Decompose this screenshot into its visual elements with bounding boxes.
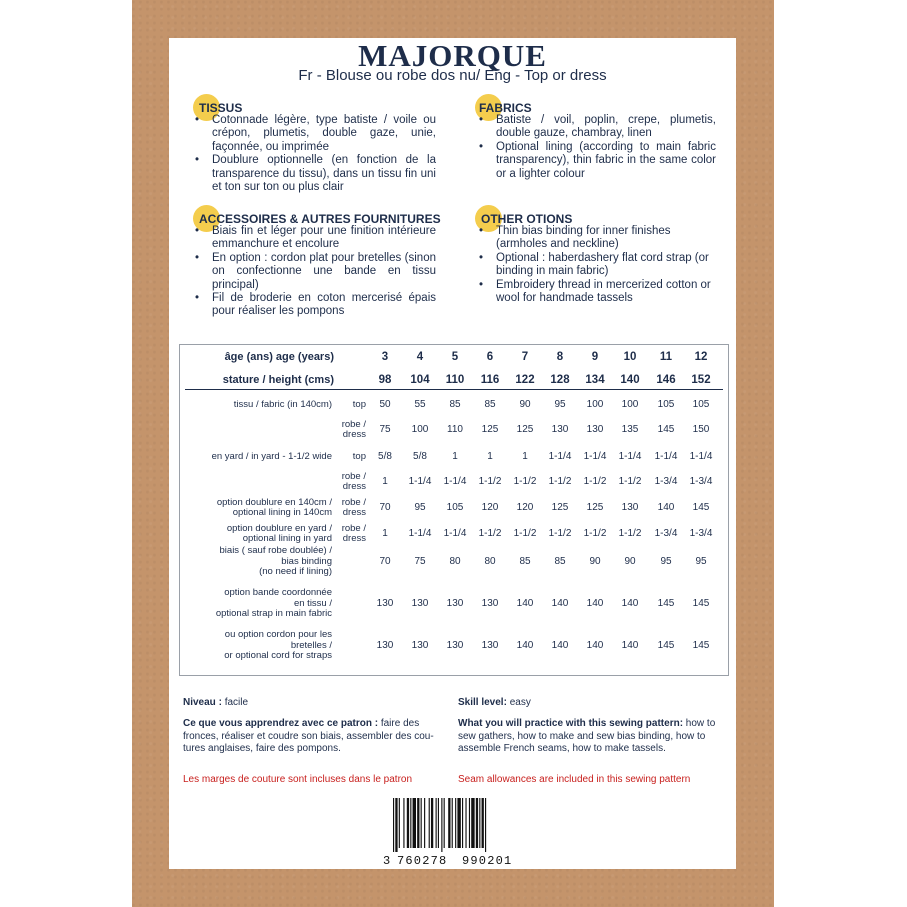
table-cell: 120 [516,502,534,513]
table-cell: 80 [449,556,461,567]
table-cell: 130 [376,598,394,609]
skill-label: Skill level: [458,697,507,708]
table-cell: 1-3/4 [654,528,678,539]
row-label: or optional cord for straps [224,650,332,662]
table-cell: 130 [411,640,429,651]
table-cell: 1-1/4 [654,451,678,462]
table-cell: 140 [586,598,604,609]
niveau-label: Niveau : [183,697,222,708]
row-sub-label: robe / [341,523,366,534]
accessoires-item: • Biais fin et léger pour une finition intérieure emmanchure et encolure [192,225,436,252]
stature-header-cell: 98 [378,374,392,386]
table-cell: 1-3/4 [689,528,713,539]
table-cell: 100 [411,424,429,435]
table-cell: 1-1/2 [478,476,502,487]
barcode-bar [438,798,439,848]
table-cell: 140 [551,640,569,651]
barcode-bar [413,798,416,848]
row-sub-label: dress [342,429,366,440]
table-cell: 1-3/4 [689,476,713,487]
table-cell: 85 [519,556,531,567]
table-cell: 1-3/4 [654,476,678,487]
table-cell: 85 [484,399,496,410]
barcode-bar [469,798,470,848]
row-label: optional strap in main fabric [215,608,332,620]
apprendre-block [183,718,445,756]
practice-text: how to [683,718,716,729]
row-sub-label: robe / [341,419,366,430]
table-cell: 90 [624,556,636,567]
tissus-item: • Doublure optionnelle (en fonction de la transparence du tissu), dans un tissu fin uni et ton sur ton ou plus clair [192,154,436,194]
barcode-bar [471,798,474,848]
age-header-cell: 4 [416,351,424,363]
table-cell: 1-1/2 [548,528,572,539]
table-cell: 1-1/2 [583,528,607,539]
pattern-subtitle: Fr - Blouse ou robe dos nu/ Eng - Top or dress [298,67,607,84]
stature-header-cell: 140 [620,374,640,386]
row-sub-label: robe / [341,497,366,508]
accessoires-list [192,225,436,319]
accessoires-heading: ACCESSOIRES & AUTRES FOURNITURES [199,212,441,226]
tissus-item: • Cotonnade légère, type batiste / voile ou crépon, plumetis, double gaze, unie, façonnée, ou imprimée [192,114,436,154]
table-cell: 145 [657,424,675,435]
fabrics-list [476,114,716,181]
table-cell: 55 [414,399,426,410]
other-heading: OTHER OTIONS [481,212,573,226]
table-cell: 135 [621,424,639,435]
barcode-bar [410,798,411,848]
practice-text: sew gathers, how to make and sew bias binding, how to [458,730,706,742]
fabrics-item: • Optional lining (according to main fabric transparency), thin fabric in the same color or a lighter colour [476,141,716,181]
niveau-line [183,697,248,710]
table-cell: 75 [414,556,426,567]
table-cell: 100 [621,399,639,410]
table-cell: 125 [586,502,604,513]
accessoires-item: • Fil de broderie en coton mercerisé épais pour réaliser les pompons [192,292,436,319]
skill-value: easy [509,697,531,708]
table-cell: 90 [589,556,601,567]
barcode [383,794,529,870]
barcode-bar [448,798,450,848]
stature-header-label: stature / height (cms) [222,374,334,386]
age-header-cell: 12 [694,351,708,363]
row-sub-label: top [352,399,366,410]
table-cell: 1-1/2 [618,528,642,539]
row-sub-label: dress [342,507,366,518]
barcode-bar [441,798,442,852]
row-sub-label: dress [342,481,366,492]
stature-header-cell: 128 [550,374,570,386]
pattern-title: MAJORQUE [358,38,547,73]
barcode-bar [476,798,478,848]
table-cell: 1 [382,476,388,487]
table-cell: 1-1/2 [618,476,642,487]
table-cell: 140 [621,598,639,609]
barcode-first-digit: 3 [383,854,392,868]
table-cell: 1-1/4 [548,451,572,462]
table-cell: 95 [695,556,707,567]
age-header-cell: 9 [591,351,599,363]
barcode-bar [403,798,404,848]
pattern-sheet [169,38,736,869]
table-cell: 140 [516,598,534,609]
table-cell: 130 [586,424,604,435]
barcode-bar [479,798,480,848]
table-cell: 1-1/4 [583,451,607,462]
table-cell: 130 [411,598,429,609]
stature-header-cell: 134 [585,374,605,386]
barcode-bar [429,798,430,848]
row-label: bias binding [281,555,332,567]
table-cell: 70 [379,556,391,567]
tissus-heading: TISSUS [199,101,243,115]
table-cell: 95 [414,502,426,513]
row-label: en tissu / [293,597,332,609]
table-cell: 1-1/4 [408,528,432,539]
barcode-bars [393,798,519,852]
table-cell: 105 [692,399,710,410]
table-cell: 130 [481,640,499,651]
table-cell: 85 [554,556,566,567]
row-label: optional lining in 140cm [232,507,332,518]
header-divider [185,389,723,390]
table-cell: 105 [446,502,464,513]
other-item: • Thin bias binding for inner finishes (armholes and neckline) [476,225,716,252]
table-cell: 145 [657,598,675,609]
barcode-bar [465,798,466,848]
stature-header-cell: 146 [656,374,676,386]
age-header-cell: 7 [521,351,529,363]
barcode-bar [444,798,445,848]
table-cell: 130 [446,598,464,609]
barcode-bar [457,798,460,848]
barcode-bar [399,798,400,848]
table-cell: 1-1/4 [443,528,467,539]
row-label: ou option cordon pour les [224,629,332,641]
table-cell: 1-1/2 [583,476,607,487]
skill-line [458,697,531,710]
table-cell: 145 [657,640,675,651]
row-label: tissu / fabric (in 140cm) [233,398,332,410]
barcode-bar [436,798,437,848]
row-label: option doublure en yard / [226,522,332,534]
barcode-bar [455,798,456,848]
apprendre-text: tures anglaises, faire des pompons. [183,743,341,754]
table-cell: 1-1/4 [618,451,642,462]
row-sub-label: top [352,451,366,462]
age-header-label: âge (ans) age (years) [224,351,334,363]
barcode-bar [431,798,433,848]
marges-fr: Les marges de couture sont incluses dans le patron [183,774,413,785]
fabrics-heading: FABRICS [479,101,532,115]
row-label: option doublure en 140cm / [216,496,332,508]
barcode-bar [417,798,419,848]
practice-block [458,718,728,756]
barcode-right-group: 990201 [462,854,513,868]
row-label: bretelles / [290,639,332,651]
table-cell: 130 [376,640,394,651]
stature-header-cell: 116 [480,374,500,386]
table-cell: 125 [516,424,534,435]
barcode-left-group: 760278 [397,854,448,868]
barcode-bar [452,798,453,848]
table-cell: 125 [481,424,499,435]
practice-label: What you will practice with this sewing pattern: [458,718,684,729]
table-cell: 140 [657,502,675,513]
age-header-cell: 3 [381,351,389,363]
niveau-value: facile [224,697,249,708]
table-cell: 1 [522,451,528,462]
age-header-cell: 11 [659,351,673,363]
barcode-bar [393,798,394,852]
other-list [476,225,716,305]
table-cell: 130 [481,598,499,609]
table-cell: 90 [519,399,531,410]
table-cell: 1-1/4 [689,451,713,462]
accessoires-item: • En option : cordon plat pour bretelles (sinon on confectionne une bande en tissu principal) [192,252,436,292]
barcode-bar [482,798,484,848]
practice-text: assemble French seams, how to make tassels. [458,743,666,754]
row-label: biais ( sauf robe doublée) / [219,545,332,557]
table-cell: 140 [621,640,639,651]
table-cell: 145 [692,598,710,609]
row-label: option bande coordonnée [224,587,332,599]
table-cell: 50 [379,399,391,410]
table-cell: 145 [692,640,710,651]
table-cell: 145 [692,502,710,513]
table-cell: 95 [554,399,566,410]
table-cell: 120 [481,502,499,513]
stature-header-cell: 122 [515,374,535,386]
table-cell: 1-1/2 [513,528,537,539]
apprendre-label: Ce que vous apprendrez avec ce patron : [183,718,379,729]
other-item: • Optional : haberdashery flat cord strap (or binding in main fabric) [476,252,716,279]
table-cell: 125 [551,502,569,513]
stature-header-cell: 152 [691,374,711,386]
table-cell: 100 [586,399,604,410]
barcode-bar [424,798,425,848]
fabrics-item: • Batiste / voil, poplin, crepe, plumetis, double gauze, chambray, linen [476,114,716,141]
size-table [179,344,729,676]
row-label: optional lining in yard [242,533,332,544]
table-cell: 70 [379,502,391,513]
table-cell: 1-1/2 [478,528,502,539]
table-cell: 110 [447,424,463,435]
barcode-bar [462,798,463,848]
table-cell: 1 [452,451,458,462]
table-cell: 130 [621,502,639,513]
table-cell: 1-1/2 [513,476,537,487]
table-cell: 95 [660,556,672,567]
table-cell: 1-1/4 [443,476,467,487]
tissus-list [192,114,436,194]
table-cell: 75 [379,424,391,435]
row-label: (no need if lining) [259,566,332,578]
table-cell: 5/8 [413,451,427,462]
apprendre-text: faire des [378,718,420,729]
stature-header-cell: 104 [410,374,430,386]
table-cell: 140 [586,640,604,651]
table-cell: 130 [551,424,569,435]
barcode-bar [421,798,422,848]
apprendre-text: fronces, réaliser et coudre son biais, assembler des cou- [183,730,434,742]
table-cell: 150 [692,424,710,435]
age-header-cell: 10 [623,351,637,363]
table-cell: 1 [382,528,388,539]
age-header-cell: 8 [556,351,564,363]
table-cell: 1-1/2 [548,476,572,487]
row-label: en yard / in yard - 1-1/2 wide [211,450,332,462]
age-header-cell: 5 [451,351,459,363]
stature-header-cell: 110 [445,374,465,386]
barcode-bar [485,798,486,852]
table-cell: 105 [657,399,675,410]
table-cell: 140 [516,640,534,651]
table-cell: 1-1/4 [408,476,432,487]
table-cell: 140 [551,598,569,609]
table-cell: 130 [446,640,464,651]
table-cell: 80 [484,556,496,567]
row-sub-label: robe / [341,471,366,482]
table-cell: 5/8 [378,451,392,462]
marges-en: Seam allowances are included in this sewing pattern [458,774,691,785]
table-cell: 85 [449,399,461,410]
row-sub-label: dress [342,533,366,544]
age-header-cell: 6 [486,351,494,363]
table-cell: 1 [487,451,493,462]
barcode-bar [407,798,409,848]
barcode-bar [395,798,397,852]
other-item: • Embroidery thread in mercerized cotton or wool for handmade tassels [476,279,716,306]
